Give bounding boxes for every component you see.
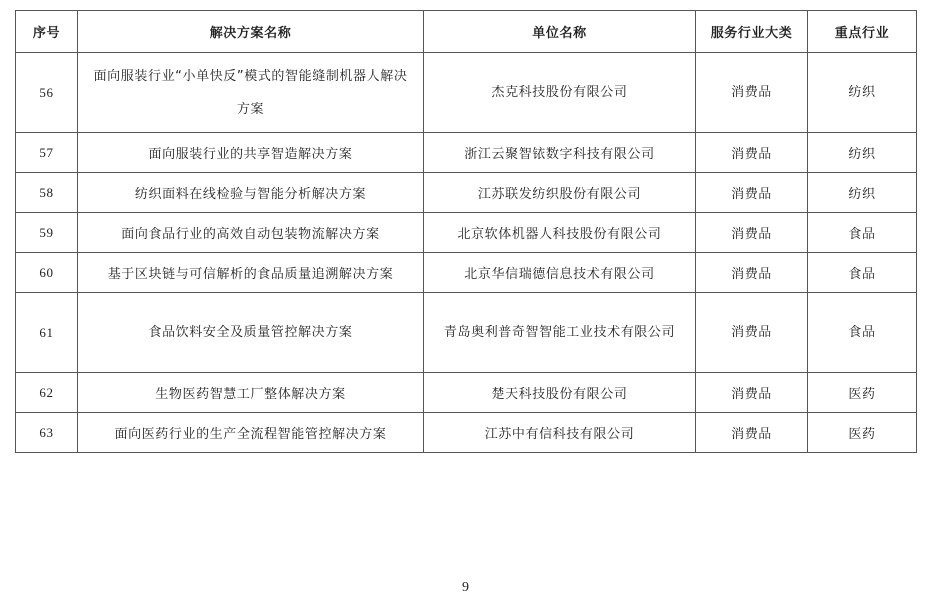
cell-no: 59: [16, 213, 78, 253]
cell-company: 北京软体机器人科技股份有限公司: [424, 213, 696, 253]
cell-solution: 面向服装行业“小单快反”模式的智能缝制机器人解决方案: [78, 53, 424, 133]
header-no: 序号: [16, 11, 78, 53]
cell-solution: 面向食品行业的高效自动包装物流解决方案: [78, 213, 424, 253]
cell-company: 青岛奥利普奇智智能工业技术有限公司: [424, 293, 696, 373]
table-row: [16, 413, 917, 453]
cell-solution: 食品饮料安全及质量管控解决方案: [78, 293, 424, 373]
cell-no: 63: [16, 413, 78, 453]
page-number: 9: [462, 580, 469, 595]
cell-category: 消费品: [696, 373, 808, 413]
cell-solution: 面向服装行业的共享智造解决方案: [78, 133, 424, 173]
cell-category: 消费品: [696, 173, 808, 213]
cell-company: 北京华信瑞德信息技术有限公司: [424, 253, 696, 293]
cell-category: 消费品: [696, 53, 808, 133]
table-row: [16, 253, 917, 293]
solutions-table: [15, 10, 917, 453]
header-company: 单位名称: [424, 11, 696, 53]
cell-company: 杰克科技股份有限公司: [424, 53, 696, 133]
cell-no: 57: [16, 133, 78, 173]
header-category: 服务行业大类: [696, 11, 808, 53]
cell-category: 消费品: [696, 293, 808, 373]
cell-company: 江苏中有信科技有限公司: [424, 413, 696, 453]
cell-industry: 食品: [808, 213, 917, 253]
cell-industry: 医药: [808, 373, 917, 413]
table-row: [16, 133, 917, 173]
table-row: [16, 53, 917, 133]
table-header-row: [16, 11, 917, 53]
header-solution: 解决方案名称: [78, 11, 424, 53]
cell-category: 消费品: [696, 213, 808, 253]
cell-company: 浙江云聚智铱数字科技有限公司: [424, 133, 696, 173]
cell-solution: 生物医药智慧工厂整体解决方案: [78, 373, 424, 413]
table-row: [16, 213, 917, 253]
cell-company: 江苏联发纺织股份有限公司: [424, 173, 696, 213]
table-row: [16, 293, 917, 373]
cell-industry: 食品: [808, 293, 917, 373]
cell-solution: 面向医药行业的生产全流程智能管控解决方案: [78, 413, 424, 453]
table-row: [16, 173, 917, 213]
cell-no: 60: [16, 253, 78, 293]
cell-no: 62: [16, 373, 78, 413]
cell-industry: 食品: [808, 253, 917, 293]
cell-industry: 医药: [808, 413, 917, 453]
cell-solution: 基于区块链与可信解析的食品质量追溯解决方案: [78, 253, 424, 293]
cell-solution: 纺织面料在线检验与智能分析解决方案: [78, 173, 424, 213]
table-row: [16, 373, 917, 413]
cell-category: 消费品: [696, 133, 808, 173]
cell-industry: 纺织: [808, 173, 917, 213]
cell-category: 消费品: [696, 413, 808, 453]
cell-category: 消费品: [696, 253, 808, 293]
cell-industry: 纺织: [808, 133, 917, 173]
header-industry: 重点行业: [808, 11, 917, 53]
cell-no: 61: [16, 293, 78, 373]
cell-company: 楚天科技股份有限公司: [424, 373, 696, 413]
cell-no: 56: [16, 53, 78, 133]
cell-industry: 纺织: [808, 53, 917, 133]
cell-no: 58: [16, 173, 78, 213]
